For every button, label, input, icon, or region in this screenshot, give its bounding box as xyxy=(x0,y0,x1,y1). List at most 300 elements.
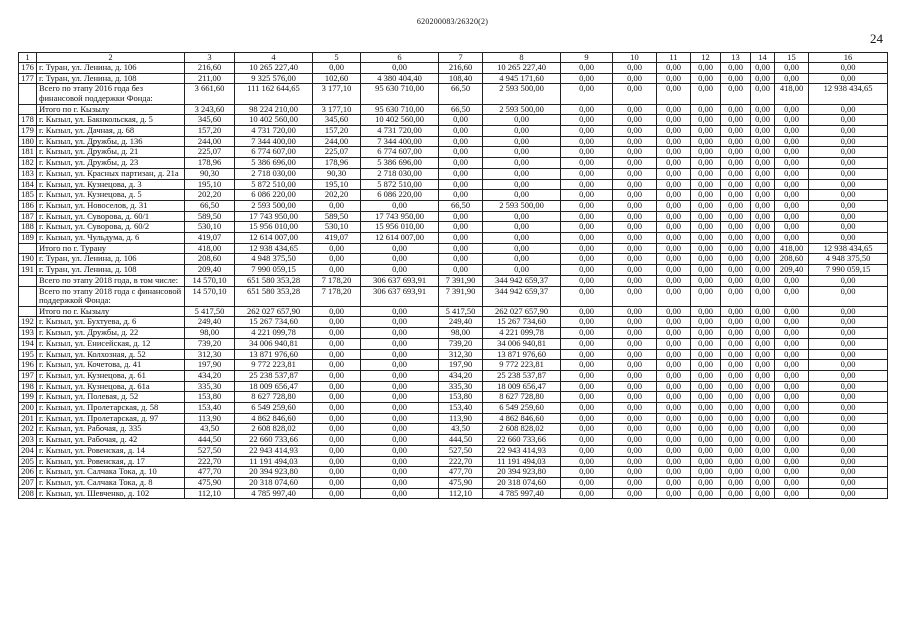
value-cell: 0,00 xyxy=(809,413,888,424)
column-number: 7 xyxy=(439,53,483,63)
row-number: 185 xyxy=(19,190,37,201)
value-cell: 0,00 xyxy=(809,126,888,137)
value-cell: 222,70 xyxy=(439,456,483,467)
value-cell: 4 785 997,40 xyxy=(235,488,313,499)
value-cell: 20 394 923,80 xyxy=(235,467,313,478)
value-cell: 209,40 xyxy=(775,265,809,276)
table-row xyxy=(19,445,888,456)
value-cell: 0,00 xyxy=(751,179,775,190)
value-cell: 0,00 xyxy=(721,168,751,179)
table-row xyxy=(19,222,888,233)
value-cell: 0,00 xyxy=(721,136,751,147)
value-cell: 0,00 xyxy=(313,381,361,392)
value-cell: 0,00 xyxy=(691,317,721,328)
value-cell: 0,00 xyxy=(657,349,691,360)
value-cell: 0,00 xyxy=(809,115,888,126)
value-cell: 13 871 976,60 xyxy=(235,349,313,360)
value-cell: 0,00 xyxy=(613,84,657,104)
value-cell: 0,00 xyxy=(721,179,751,190)
row-number: 189 xyxy=(19,233,37,244)
summary-row xyxy=(19,104,888,115)
value-cell: 0,00 xyxy=(313,467,361,478)
value-cell: 2 593 500,00 xyxy=(235,200,313,211)
value-cell: 475,90 xyxy=(439,477,483,488)
table-row xyxy=(19,392,888,403)
table-row xyxy=(19,126,888,137)
table-row xyxy=(19,265,888,276)
value-cell: 208,60 xyxy=(185,254,235,265)
value-cell: 0,00 xyxy=(751,413,775,424)
value-cell: 0,00 xyxy=(613,104,657,115)
value-cell: 0,00 xyxy=(751,147,775,158)
summary-row xyxy=(19,275,888,286)
value-cell: 0,00 xyxy=(657,147,691,158)
value-cell: 0,00 xyxy=(483,233,561,244)
value-cell: 0,00 xyxy=(721,477,751,488)
value-cell: 0,00 xyxy=(751,211,775,222)
value-cell: 197,90 xyxy=(439,360,483,371)
value-cell: 13 871 976,60 xyxy=(483,349,561,360)
value-cell: 0,00 xyxy=(657,392,691,403)
value-cell: 0,00 xyxy=(313,265,361,276)
value-cell: 0,00 xyxy=(721,467,751,478)
value-cell: 0,00 xyxy=(561,306,613,317)
value-cell: 0,00 xyxy=(721,84,751,104)
value-cell: 0,00 xyxy=(313,200,361,211)
value-cell: 0,00 xyxy=(775,477,809,488)
value-cell: 0,00 xyxy=(657,63,691,74)
column-number: 4 xyxy=(235,53,313,63)
value-cell: 0,00 xyxy=(561,147,613,158)
value-cell: 14 570,10 xyxy=(185,275,235,286)
row-number: 179 xyxy=(19,126,37,137)
value-cell: 66,50 xyxy=(439,84,483,104)
value-cell: 5 417,50 xyxy=(185,306,235,317)
value-cell: 0,00 xyxy=(483,168,561,179)
value-cell: 0,00 xyxy=(657,317,691,328)
address-cell: г. Кызыл, ул. Дачная, д. 68 xyxy=(37,126,185,137)
value-cell: 475,90 xyxy=(185,477,235,488)
value-cell: 0,00 xyxy=(775,306,809,317)
row-number: 208 xyxy=(19,488,37,499)
value-cell: 197,90 xyxy=(185,360,235,371)
value-cell: 7 344 400,00 xyxy=(235,136,313,147)
value-cell: 0,00 xyxy=(751,338,775,349)
value-cell: 0,00 xyxy=(775,424,809,435)
table-row xyxy=(19,488,888,499)
value-cell: 0,00 xyxy=(691,488,721,499)
value-cell: 0,00 xyxy=(691,211,721,222)
value-cell: 0,00 xyxy=(721,254,751,265)
table-row xyxy=(19,254,888,265)
value-cell: 0,00 xyxy=(751,243,775,254)
value-cell: 651 580 353,28 xyxy=(235,275,313,286)
value-cell: 0,00 xyxy=(439,115,483,126)
value-cell: 0,00 xyxy=(809,392,888,403)
row-number xyxy=(19,243,37,254)
value-cell: 0,00 xyxy=(561,126,613,137)
value-cell: 0,00 xyxy=(657,456,691,467)
value-cell: 0,00 xyxy=(313,477,361,488)
value-cell: 0,00 xyxy=(775,445,809,456)
row-number: 202 xyxy=(19,424,37,435)
value-cell: 0,00 xyxy=(691,222,721,233)
value-cell: 0,00 xyxy=(809,179,888,190)
value-cell: 0,00 xyxy=(751,286,775,306)
value-cell: 345,60 xyxy=(313,115,361,126)
address-cell: г. Кызыл, ул. Дружбы, д. 22 xyxy=(37,328,185,339)
table-row xyxy=(19,63,888,74)
value-cell: 0,00 xyxy=(313,370,361,381)
value-cell: 178,96 xyxy=(185,158,235,169)
value-cell: 0,00 xyxy=(657,381,691,392)
value-cell: 0,00 xyxy=(775,63,809,74)
summary-row xyxy=(19,286,888,306)
value-cell: 0,00 xyxy=(691,233,721,244)
value-cell: 0,00 xyxy=(809,456,888,467)
register-table xyxy=(18,52,888,499)
value-cell: 0,00 xyxy=(691,243,721,254)
value-cell: 202,20 xyxy=(313,190,361,201)
value-cell: 9 772 223,81 xyxy=(483,360,561,371)
value-cell: 0,00 xyxy=(691,435,721,446)
row-number: 195 xyxy=(19,349,37,360)
row-number xyxy=(19,275,37,286)
value-cell: 0,00 xyxy=(657,467,691,478)
value-cell: 22 943 414,93 xyxy=(235,445,313,456)
value-cell: 0,00 xyxy=(313,349,361,360)
value-cell: 15 267 734,60 xyxy=(235,317,313,328)
value-cell: 0,00 xyxy=(561,488,613,499)
summary-row xyxy=(19,84,888,104)
address-cell: г. Кызыл, ул. Дружбы, д. 136 xyxy=(37,136,185,147)
value-cell: 0,00 xyxy=(751,445,775,456)
value-cell: 0,00 xyxy=(561,115,613,126)
value-cell: 0,00 xyxy=(691,73,721,84)
value-cell: 17 743 950,00 xyxy=(235,211,313,222)
value-cell: 0,00 xyxy=(809,147,888,158)
value-cell: 222,70 xyxy=(185,456,235,467)
address-cell: г. Кызыл, ул. Шевченко, д. 102 xyxy=(37,488,185,499)
row-number xyxy=(19,104,37,115)
value-cell: 22 943 414,93 xyxy=(483,445,561,456)
value-cell: 0,00 xyxy=(361,349,439,360)
value-cell: 0,00 xyxy=(657,158,691,169)
address-cell: г. Туран, ул. Ленина, д. 108 xyxy=(37,73,185,84)
value-cell: 0,00 xyxy=(657,200,691,211)
value-cell: 0,00 xyxy=(483,222,561,233)
value-cell: 0,00 xyxy=(613,349,657,360)
value-cell: 0,00 xyxy=(751,306,775,317)
value-cell: 0,00 xyxy=(561,477,613,488)
column-number: 8 xyxy=(483,53,561,63)
value-cell: 0,00 xyxy=(561,286,613,306)
value-cell: 0,00 xyxy=(613,200,657,211)
value-cell: 6 549 259,60 xyxy=(483,403,561,414)
row-number: 198 xyxy=(19,381,37,392)
row-number: 207 xyxy=(19,477,37,488)
value-cell: 0,00 xyxy=(361,488,439,499)
row-number: 197 xyxy=(19,370,37,381)
column-number: 1 xyxy=(19,53,37,63)
value-cell: 34 006 940,81 xyxy=(483,338,561,349)
value-cell: 3 177,10 xyxy=(313,84,361,104)
value-cell: 0,00 xyxy=(657,190,691,201)
address-cell: г. Кызыл, ул. Рабочая, д. 42 xyxy=(37,435,185,446)
value-cell: 0,00 xyxy=(691,136,721,147)
value-cell: 0,00 xyxy=(613,381,657,392)
value-cell: 0,00 xyxy=(751,73,775,84)
value-cell: 262 027 657,90 xyxy=(483,306,561,317)
value-cell: 0,00 xyxy=(313,413,361,424)
value-cell: 0,00 xyxy=(613,222,657,233)
value-cell: 0,00 xyxy=(313,360,361,371)
column-number: 12 xyxy=(691,53,721,63)
value-cell: 5 872 510,00 xyxy=(361,179,439,190)
table-row xyxy=(19,338,888,349)
value-cell: 153,80 xyxy=(185,392,235,403)
value-cell: 0,00 xyxy=(483,115,561,126)
address-cell: г. Кызыл, ул. Рабочая, д. 335 xyxy=(37,424,185,435)
value-cell: 0,00 xyxy=(809,286,888,306)
value-cell: 4 221 099,78 xyxy=(483,328,561,339)
value-cell: 98 224 210,00 xyxy=(235,104,313,115)
table-row xyxy=(19,424,888,435)
value-cell: 0,00 xyxy=(721,445,751,456)
value-cell: 0,00 xyxy=(721,306,751,317)
value-cell: 0,00 xyxy=(751,435,775,446)
value-cell: 0,00 xyxy=(613,126,657,137)
value-cell: 153,40 xyxy=(185,403,235,414)
value-cell: 208,60 xyxy=(775,254,809,265)
value-cell: 0,00 xyxy=(691,168,721,179)
value-cell: 0,00 xyxy=(721,328,751,339)
value-cell: 0,00 xyxy=(613,306,657,317)
value-cell: 10 402 560,00 xyxy=(235,115,313,126)
value-cell: 202,20 xyxy=(185,190,235,201)
value-cell: 0,00 xyxy=(657,179,691,190)
address-cell: г. Кызыл, ул. Кочетова, д. 41 xyxy=(37,360,185,371)
value-cell: 2 718 030,00 xyxy=(361,168,439,179)
value-cell: 0,00 xyxy=(775,200,809,211)
value-cell: 739,20 xyxy=(185,338,235,349)
value-cell: 345,60 xyxy=(185,115,235,126)
value-cell: 0,00 xyxy=(691,370,721,381)
value-cell: 0,00 xyxy=(751,115,775,126)
value-cell: 0,00 xyxy=(439,233,483,244)
value-cell: 7 344 400,00 xyxy=(361,136,439,147)
address-cell: г. Кызыл, ул. Дружбы, д. 23 xyxy=(37,158,185,169)
value-cell: 0,00 xyxy=(751,233,775,244)
value-cell: 102,60 xyxy=(313,73,361,84)
value-cell: 0,00 xyxy=(613,370,657,381)
value-cell: 25 238 537,87 xyxy=(235,370,313,381)
value-cell: 0,00 xyxy=(809,424,888,435)
value-cell: 0,00 xyxy=(721,370,751,381)
value-cell: 0,00 xyxy=(775,73,809,84)
value-cell: 11 191 494,03 xyxy=(483,456,561,467)
value-cell: 0,00 xyxy=(721,403,751,414)
value-cell: 0,00 xyxy=(721,413,751,424)
value-cell: 113,90 xyxy=(185,413,235,424)
value-cell: 0,00 xyxy=(561,467,613,478)
value-cell: 0,00 xyxy=(751,126,775,137)
value-cell: 18 009 656,47 xyxy=(235,381,313,392)
value-cell: 2 718 030,00 xyxy=(235,168,313,179)
value-cell: 0,00 xyxy=(613,435,657,446)
value-cell: 0,00 xyxy=(613,190,657,201)
value-cell: 17 743 950,00 xyxy=(361,211,439,222)
value-cell: 739,20 xyxy=(439,338,483,349)
value-cell: 0,00 xyxy=(691,200,721,211)
column-number: 9 xyxy=(561,53,613,63)
value-cell: 0,00 xyxy=(439,243,483,254)
value-cell: 0,00 xyxy=(361,265,439,276)
value-cell: 66,50 xyxy=(439,104,483,115)
value-cell: 7 391,90 xyxy=(439,286,483,306)
value-cell: 0,00 xyxy=(613,233,657,244)
value-cell: 0,00 xyxy=(751,424,775,435)
value-cell: 0,00 xyxy=(313,435,361,446)
value-cell: 95 630 710,00 xyxy=(361,104,439,115)
value-cell: 0,00 xyxy=(809,328,888,339)
value-cell: 0,00 xyxy=(561,254,613,265)
value-cell: 12 938 434,65 xyxy=(809,243,888,254)
value-cell: 4 731 720,00 xyxy=(235,126,313,137)
address-cell: Всего по этапу 2018 года с финансовой поддержкой Фонда: xyxy=(37,286,185,306)
value-cell: 3 177,10 xyxy=(313,104,361,115)
value-cell: 90,30 xyxy=(313,168,361,179)
value-cell: 0,00 xyxy=(561,370,613,381)
value-cell: 0,00 xyxy=(721,73,751,84)
row-number: 184 xyxy=(19,179,37,190)
value-cell: 0,00 xyxy=(613,254,657,265)
value-cell: 195,10 xyxy=(313,179,361,190)
value-cell: 0,00 xyxy=(561,63,613,74)
value-cell: 444,50 xyxy=(185,435,235,446)
value-cell: 0,00 xyxy=(313,306,361,317)
address-cell: Всего по этапу 2018 года, в том числе: xyxy=(37,275,185,286)
table-row xyxy=(19,73,888,84)
address-cell: г. Кызыл, ул. Кузнецова, д. 61а xyxy=(37,381,185,392)
table-row xyxy=(19,317,888,328)
value-cell: 0,00 xyxy=(721,222,751,233)
table-row xyxy=(19,179,888,190)
value-cell: 0,00 xyxy=(809,381,888,392)
row-number: 192 xyxy=(19,317,37,328)
value-cell: 0,00 xyxy=(657,104,691,115)
value-cell: 0,00 xyxy=(751,392,775,403)
value-cell: 0,00 xyxy=(721,349,751,360)
value-cell: 0,00 xyxy=(561,445,613,456)
row-number: 187 xyxy=(19,211,37,222)
value-cell: 0,00 xyxy=(483,179,561,190)
address-cell: Итого по г. Кызылу xyxy=(37,306,185,317)
value-cell: 0,00 xyxy=(361,467,439,478)
value-cell: 0,00 xyxy=(809,477,888,488)
value-cell: 112,10 xyxy=(185,488,235,499)
value-cell: 0,00 xyxy=(721,104,751,115)
value-cell: 216,60 xyxy=(439,63,483,74)
value-cell: 0,00 xyxy=(809,338,888,349)
row-number: 206 xyxy=(19,467,37,478)
value-cell: 0,00 xyxy=(613,488,657,499)
value-cell: 6 774 607,00 xyxy=(361,147,439,158)
value-cell: 0,00 xyxy=(613,392,657,403)
column-number: 5 xyxy=(313,53,361,63)
value-cell: 0,00 xyxy=(657,488,691,499)
value-cell: 0,00 xyxy=(721,265,751,276)
summary-row xyxy=(19,243,888,254)
value-cell: 2 608 828,02 xyxy=(235,424,313,435)
address-cell: г. Кызыл, ул. Полевая, д. 52 xyxy=(37,392,185,403)
value-cell: 0,00 xyxy=(361,445,439,456)
address-cell: г. Кызыл, ул. Кузнецова, д. 3 xyxy=(37,179,185,190)
value-cell: 0,00 xyxy=(483,265,561,276)
value-cell: 0,00 xyxy=(721,275,751,286)
value-cell: 0,00 xyxy=(657,84,691,104)
value-cell: 0,00 xyxy=(691,306,721,317)
value-cell: 0,00 xyxy=(775,435,809,446)
value-cell: 306 637 693,91 xyxy=(361,286,439,306)
value-cell: 0,00 xyxy=(613,211,657,222)
value-cell: 98,00 xyxy=(439,328,483,339)
value-cell: 444,50 xyxy=(439,435,483,446)
value-cell: 0,00 xyxy=(809,435,888,446)
value-cell: 0,00 xyxy=(613,360,657,371)
value-cell: 0,00 xyxy=(809,275,888,286)
value-cell: 225,07 xyxy=(185,147,235,158)
value-cell: 0,00 xyxy=(361,200,439,211)
row-number: 190 xyxy=(19,254,37,265)
address-cell: г. Кызыл, ул. Пролетарская, д. 58 xyxy=(37,403,185,414)
table-row xyxy=(19,403,888,414)
value-cell: 0,00 xyxy=(657,115,691,126)
value-cell: 0,00 xyxy=(751,275,775,286)
value-cell: 0,00 xyxy=(657,136,691,147)
value-cell: 0,00 xyxy=(691,360,721,371)
value-cell: 0,00 xyxy=(613,243,657,254)
value-cell: 4 862 846,60 xyxy=(483,413,561,424)
value-cell: 0,00 xyxy=(561,456,613,467)
value-cell: 4 945 171,60 xyxy=(483,73,561,84)
value-cell: 0,00 xyxy=(313,445,361,456)
value-cell: 0,00 xyxy=(775,328,809,339)
value-cell: 12 938 434,65 xyxy=(809,84,888,104)
value-cell: 0,00 xyxy=(809,467,888,478)
table-row xyxy=(19,136,888,147)
address-cell: г. Туран, ул. Ленина, д. 106 xyxy=(37,254,185,265)
value-cell: 344 942 659,37 xyxy=(483,275,561,286)
row-number: 181 xyxy=(19,147,37,158)
value-cell: 0,00 xyxy=(313,392,361,403)
value-cell: 0,00 xyxy=(613,424,657,435)
value-cell: 0,00 xyxy=(313,243,361,254)
address-cell: г. Кызыл, ул. Салчака Тока, д. 8 xyxy=(37,477,185,488)
value-cell: 0,00 xyxy=(775,349,809,360)
value-cell: 418,00 xyxy=(185,243,235,254)
value-cell: 225,07 xyxy=(313,147,361,158)
address-cell: г. Кызыл, ул. Новоселов, д. 31 xyxy=(37,200,185,211)
value-cell: 0,00 xyxy=(657,275,691,286)
value-cell: 0,00 xyxy=(657,413,691,424)
value-cell: 0,00 xyxy=(751,254,775,265)
value-cell: 0,00 xyxy=(657,424,691,435)
column-number: 10 xyxy=(613,53,657,63)
address-cell: г. Кызыл, ул. Суворова, д. 60/2 xyxy=(37,222,185,233)
value-cell: 0,00 xyxy=(809,200,888,211)
value-cell: 0,00 xyxy=(775,147,809,158)
